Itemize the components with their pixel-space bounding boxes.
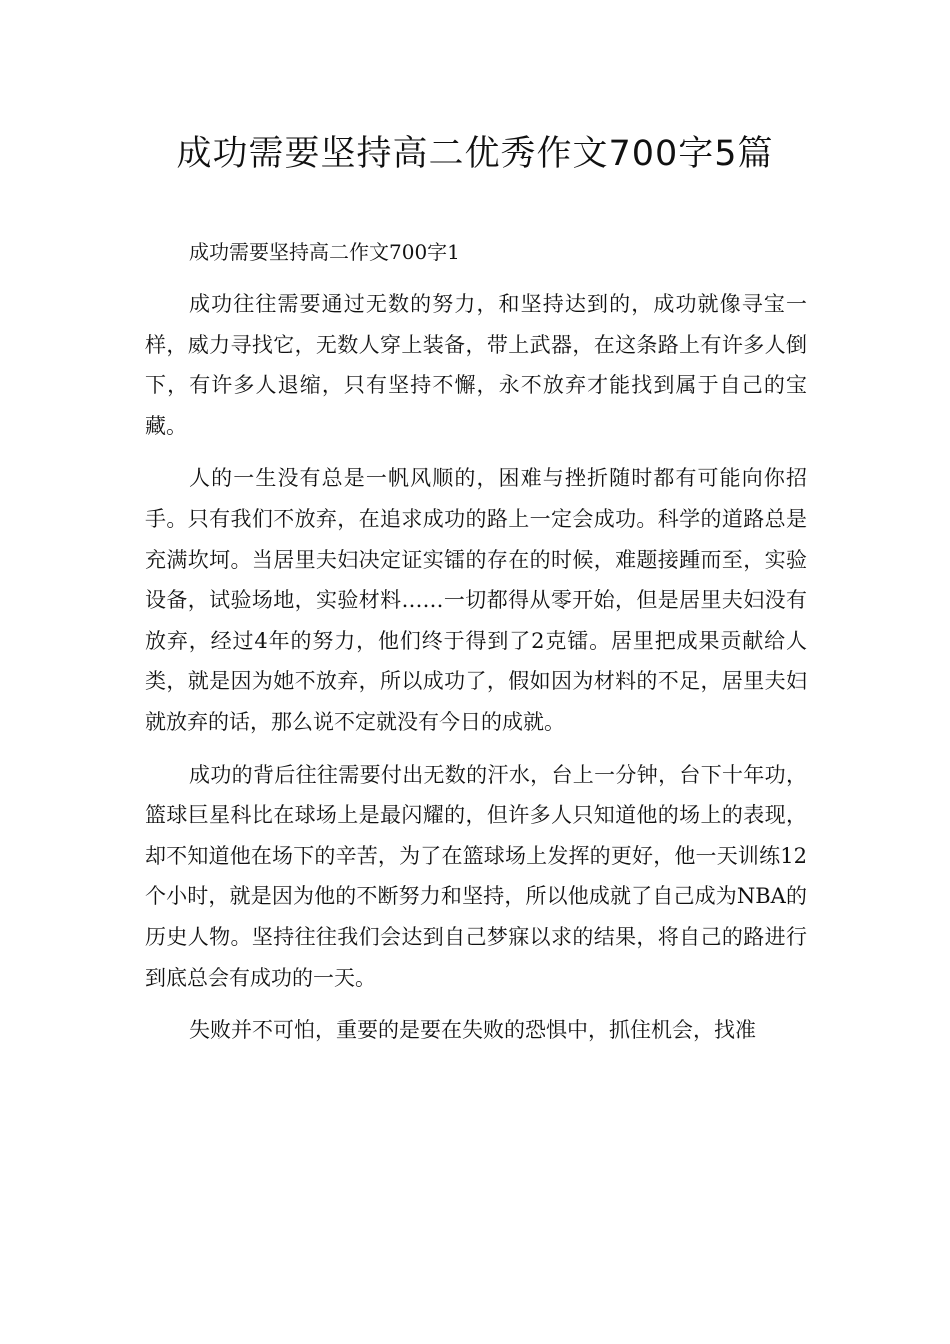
essay-paragraph-1: 成功往往需要通过无数的努力，和坚持达到的，成功就像寻宝一样，威力寻找它，无数人穿上装备，带上武器，在这条路上有许多人倒下，有许多人退缩，只有坚持不懈，永不放弃才能找到属于自己的宝藏。 (145, 292, 807, 438)
essay-paragraph-2: 人的一生没有总是一帆风顺的，困难与挫折随时都有可能向你招手。只有我们不放弃，在追求成功的路上一定会成功。科学的道路总是充满坎坷。当居里夫妇决定证实镭的存在的时候，难题接踵而至，实验设备，试验场地，实验材料……一切都得从零开始，但是居里夫妇没有放弃，经过4年的努力，他们终于得到了2克镭。居里把成果贡献给人类，就是因为她不放弃，所以成功了，假如因为材料的不足，居里夫妇就放弃的话，那么说不定就没有今日的成就。 (145, 466, 807, 734)
essay-paragraph-3: 成功的背后往往需要付出无数的汗水，台上一分钟，台下十年功，篮球巨星科比在球场上是最闪耀的，但许多人只知道他的场上的表现，却不知道他在场下的辛苦，为了在篮球场上发挥的更好，他一天训练12个小时，就是因为他的不断努力和坚持，所以他成就了自己成为NBA的历史人物。坚持往往我们会达到自己梦寐以求的结果，将自己的路进行到底总会有成功的一天。 (145, 762, 807, 990)
essay-paragraph-4: 失败并不可怕，重要的是要在失败的恐惧中，抓住机会，找准 (189, 1018, 756, 1043)
essay-heading: 成功需要坚持高二作文700字1 (189, 240, 460, 264)
document-title: 成功需要坚持高二优秀作文700字5篇 (176, 134, 774, 174)
essay-body (145, 232, 807, 1063)
